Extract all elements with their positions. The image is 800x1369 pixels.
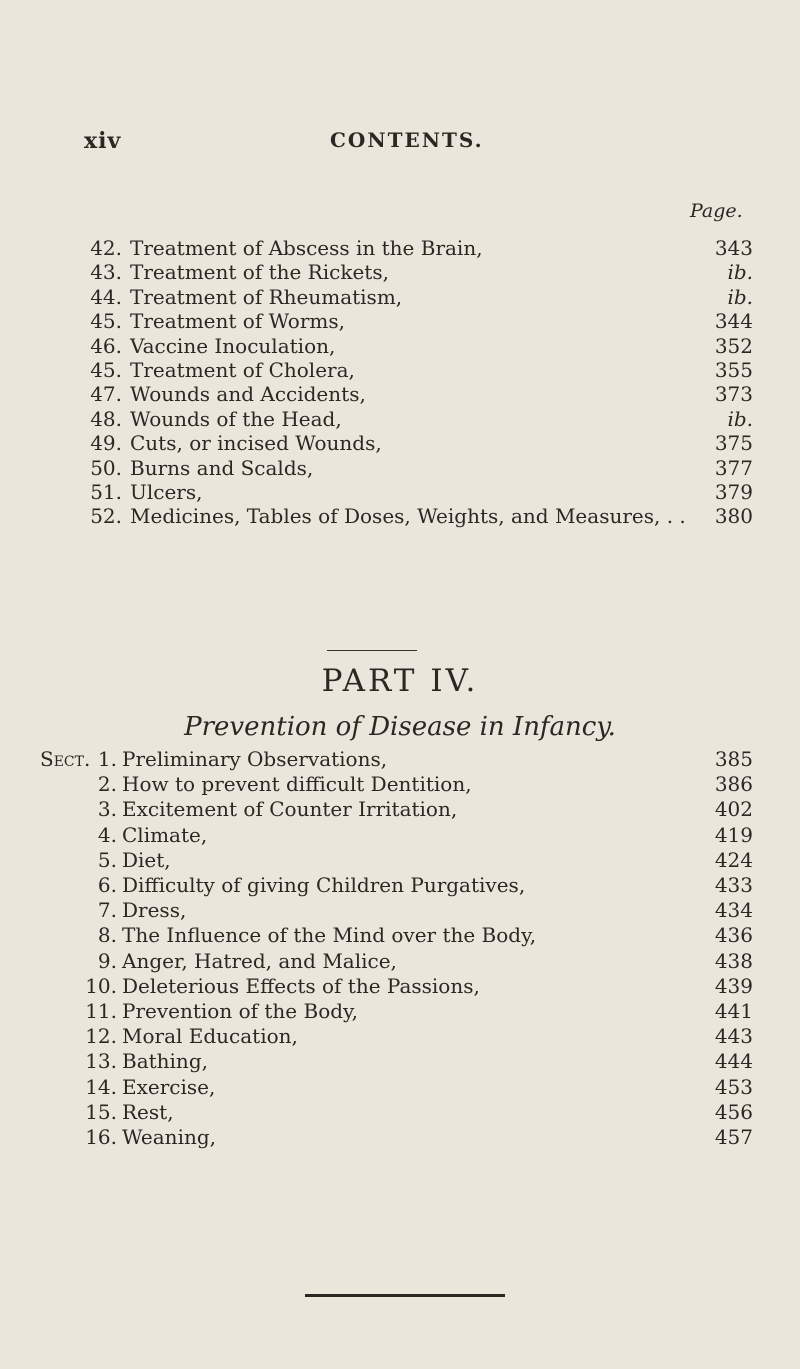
entry-title: The Influence of the Mind over the Body, xyxy=(122,923,537,948)
entry-number: 15. xyxy=(85,1099,117,1124)
entry-title: Prevention of the Body, xyxy=(122,999,359,1023)
contents-entry xyxy=(0,1125,800,1149)
contents-entry xyxy=(0,949,800,973)
entry-title: Treatment of Worms, xyxy=(130,309,345,334)
entry-page-number: ib. xyxy=(727,260,753,285)
entry-title: Preliminary Observations, xyxy=(122,747,388,771)
folio: xiv xyxy=(84,128,122,154)
running-head: CONTENTS. xyxy=(330,128,484,152)
entry-title: Burns and Scalds, xyxy=(130,455,314,480)
entry-number: 2. xyxy=(97,772,117,797)
entry-page-number: 443 xyxy=(714,1024,753,1049)
entry-title: Medicines, Tables of Doses, Weights, and Measures, . . xyxy=(130,504,686,529)
contents-entry xyxy=(0,407,800,431)
contents-entry xyxy=(0,823,800,847)
entry-title: Weaning, xyxy=(122,1125,217,1149)
end-rule xyxy=(305,1294,505,1297)
entry-page-number: 433 xyxy=(714,873,753,897)
entry-title: Treatment of the Rickets, xyxy=(130,260,389,285)
entry-number: 8. xyxy=(97,923,117,948)
entry-page-number: ib. xyxy=(727,406,753,431)
entry-title: Cuts, or incised Wounds, xyxy=(130,431,382,456)
entry-title: How to prevent difficult Dentition, xyxy=(122,772,472,797)
entry-title: Treatment of Cholera, xyxy=(130,358,355,382)
contents-entry xyxy=(0,974,800,998)
entry-page-number: 385 xyxy=(714,747,753,771)
contents-entry xyxy=(0,334,800,358)
contents-entry xyxy=(0,747,800,771)
entry-page-number: 441 xyxy=(714,999,753,1023)
entry-page-number: 438 xyxy=(714,948,753,973)
entry-number: 45. xyxy=(90,309,122,334)
entry-number: 46. xyxy=(90,333,122,358)
entry-number: 11. xyxy=(85,999,117,1023)
entry-number: 1. xyxy=(97,747,117,771)
entry-title: Ulcers, xyxy=(130,480,203,504)
contents-entry xyxy=(0,797,800,821)
contents-entry xyxy=(0,1100,800,1124)
ornamental-rule xyxy=(327,650,417,651)
entry-number: 6. xyxy=(97,873,117,897)
contents-entry xyxy=(0,1024,800,1048)
entry-number: 48. xyxy=(90,406,122,431)
contents-entry xyxy=(0,923,800,947)
part-subtitle: Prevention of Disease in Infancy. xyxy=(184,712,616,742)
entry-title: Wounds and Accidents, xyxy=(130,382,366,407)
entry-page-number: 456 xyxy=(714,1099,753,1124)
entry-title: Excitement of Counter Irritation, xyxy=(122,797,458,822)
entry-title: Wounds of the Head, xyxy=(130,406,342,431)
contents-entry xyxy=(0,480,800,504)
entry-number: 45. xyxy=(90,358,122,382)
entry-page-number: 373 xyxy=(714,382,753,407)
entry-number: 5. xyxy=(97,847,117,872)
contents-entry xyxy=(0,456,800,480)
contents-entry xyxy=(0,236,800,260)
entry-title: Difficulty of giving Children Purgatives, xyxy=(122,873,526,897)
entry-page-number: 355 xyxy=(714,358,753,382)
contents-entry xyxy=(0,1075,800,1099)
entry-page-number: 380 xyxy=(714,504,753,529)
contents-entry xyxy=(0,999,800,1023)
entry-title: Anger, Hatred, and Malice, xyxy=(122,948,397,973)
entry-number: 51. xyxy=(90,480,122,504)
entry-title: Rest, xyxy=(122,1099,174,1124)
entry-page-number: 352 xyxy=(714,333,753,358)
entry-page-number: 402 xyxy=(714,797,753,822)
entry-number: 13. xyxy=(85,1049,117,1074)
entry-number: 47. xyxy=(90,382,122,407)
entry-page-number: 434 xyxy=(714,898,753,923)
entry-number: 43. xyxy=(90,260,122,285)
entry-page-number: 375 xyxy=(714,431,753,456)
entry-page-number: 444 xyxy=(714,1049,753,1074)
entry-title: Moral Education, xyxy=(122,1024,298,1049)
contents-entry xyxy=(0,898,800,922)
entry-page-number: 344 xyxy=(714,309,753,334)
entry-number: 50. xyxy=(90,455,122,480)
entry-title: Dress, xyxy=(122,898,187,923)
section-label: Sect. xyxy=(40,747,91,771)
entry-page-number: 377 xyxy=(714,455,753,480)
entry-title: Treatment of Abscess in the Brain, xyxy=(130,236,483,260)
entry-title: Vaccine Inoculation, xyxy=(130,333,336,358)
entry-number: 3. xyxy=(97,797,117,822)
entry-title: Diet, xyxy=(122,847,171,872)
entry-number: 52. xyxy=(90,504,122,529)
contents-entry xyxy=(0,260,800,284)
entry-number: 14. xyxy=(85,1074,117,1099)
entry-number: 9. xyxy=(97,948,117,973)
entry-title: Bathing, xyxy=(122,1049,208,1074)
entry-number: 49. xyxy=(90,431,122,456)
entry-number: 4. xyxy=(97,822,117,847)
contents-entry xyxy=(0,382,800,406)
entry-title: Deleterious Effects of the Passions, xyxy=(122,973,480,998)
entry-number: 12. xyxy=(85,1024,117,1049)
part-title: PART IV. xyxy=(321,663,479,699)
entry-page-number: ib. xyxy=(727,284,753,309)
entry-page-number: 419 xyxy=(714,822,753,847)
contents-entry xyxy=(0,1049,800,1073)
page-column-label: Page. xyxy=(690,200,743,222)
contents-entry xyxy=(0,504,800,528)
contents-entry xyxy=(0,431,800,455)
entry-title: Exercise, xyxy=(122,1074,216,1099)
entry-page-number: 343 xyxy=(714,236,753,260)
entry-page-number: 436 xyxy=(714,923,753,948)
entry-number: 16. xyxy=(85,1125,117,1149)
entry-page-number: 439 xyxy=(714,973,753,998)
entry-number: 7. xyxy=(97,898,117,923)
entry-page-number: 457 xyxy=(714,1125,753,1149)
entry-page-number: 424 xyxy=(714,847,753,872)
entry-number: 44. xyxy=(90,284,122,309)
entry-title: Treatment of Rheumatism, xyxy=(130,284,403,309)
contents-entry xyxy=(0,285,800,309)
entry-number: 42. xyxy=(90,236,122,260)
contents-entry xyxy=(0,873,800,897)
entry-number: 10. xyxy=(85,973,117,998)
entry-page-number: 453 xyxy=(714,1074,753,1099)
contents-entry xyxy=(0,772,800,796)
entry-page-number: 379 xyxy=(714,480,753,504)
entry-page-number: 386 xyxy=(714,772,753,797)
contents-entry xyxy=(0,358,800,382)
contents-entry xyxy=(0,848,800,872)
entry-title: Climate, xyxy=(122,822,208,847)
contents-entry xyxy=(0,309,800,333)
